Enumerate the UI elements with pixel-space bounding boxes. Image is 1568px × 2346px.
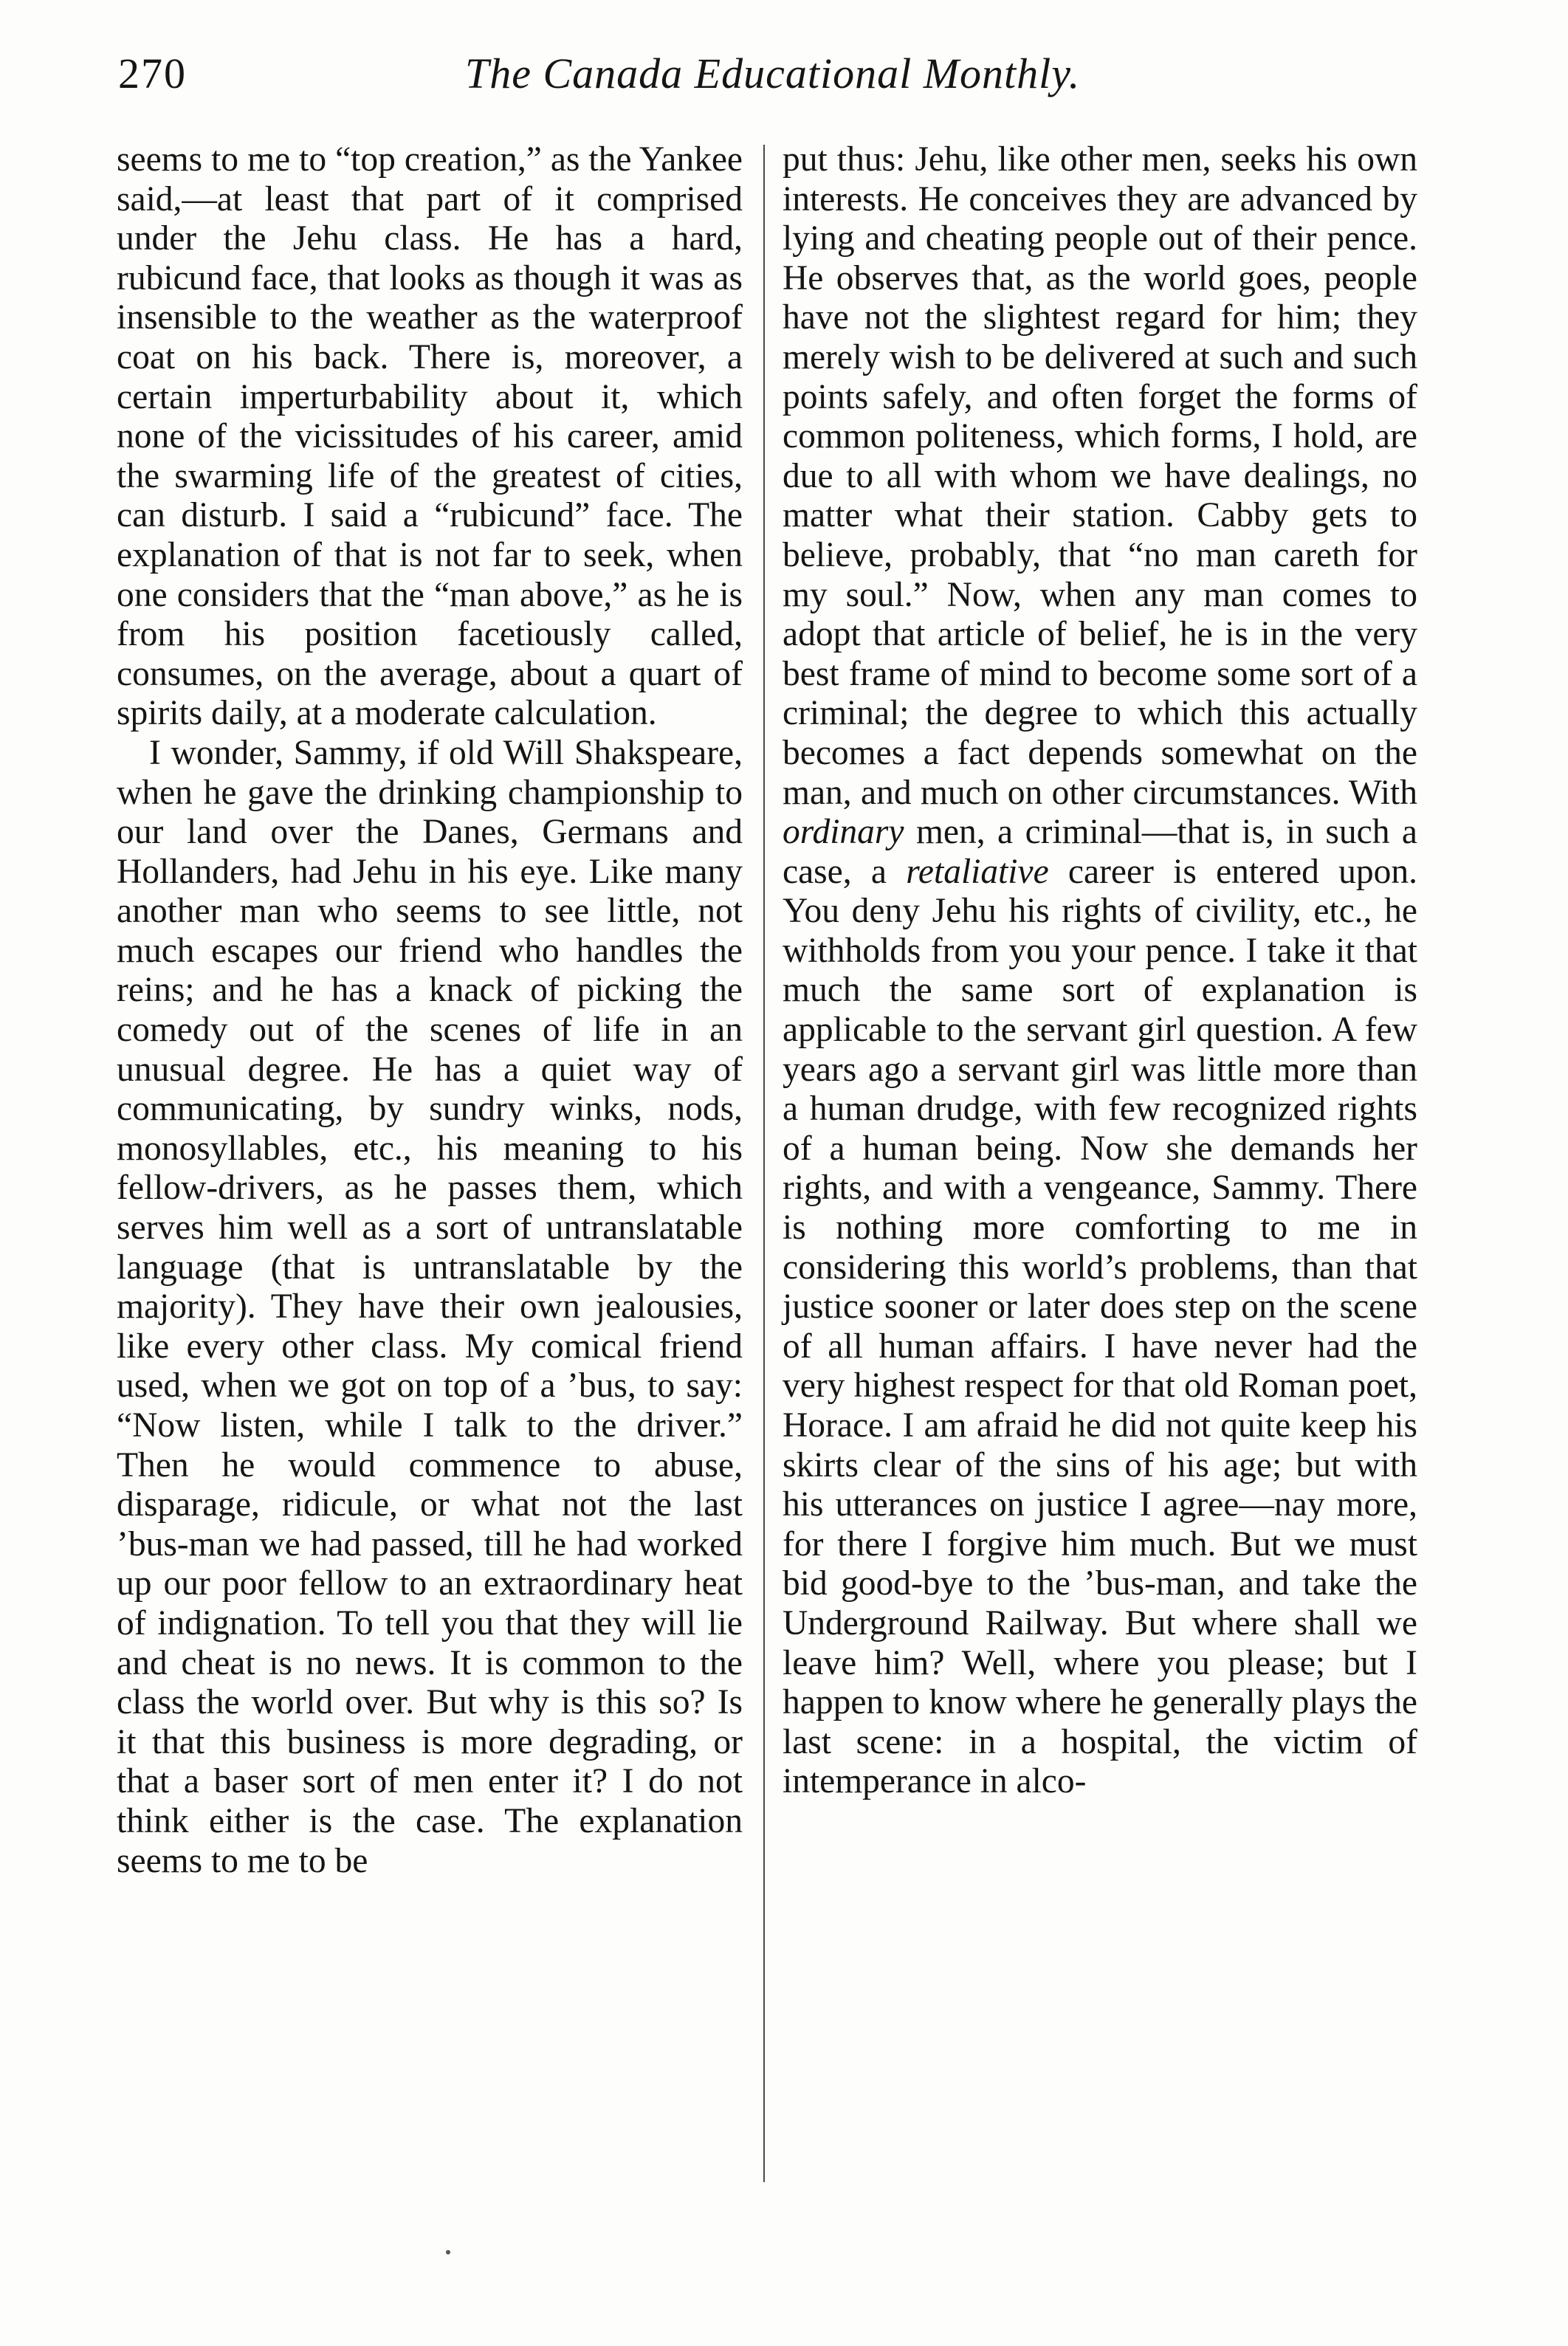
running-title: The Canada Educational Monthly.	[465, 49, 1081, 97]
text-run: career is entered upon. You deny Jehu his rights of civility, etc., he withholds from you your pence. I take it that much the same sort of explanation is applicable to the servant girl question. A few years ago a servant girl was little more than a human drudge, with few recognized rights of a human being. Now she demands her rights, and with a vengeance, Sammy. There is nothing more comforting to me in considering this world’s problems, than that justice sooner or later does step on the scene of all human affairs. I have never had the very highest respect for that old Roman poet, Horace. I am afraid he did not quite keep his skirts clear of the sins of his age; but with his utterances on justice I agree—nay more, for there I forgive him much. But we must bid good-bye to the ’bus-man, and take the Underground Railway. But where shall we leave him? Well, where you please; but I happen to know where he generally plays the last scene: in a hospital, the victim of intemperance in alco-	[783, 852, 1417, 1801]
print-speck	[446, 2250, 450, 2254]
paragraph	[783, 140, 1417, 1802]
paragraph: seems to me to “top creation,” as the Yankee said,—at least that part of it comprised under the Jehu class. He has a hard, rubicund face, that looks as though it was as insensible to the weather as the waterproof coat on his back. There is, moreover, a certain imperturbability about it, which none of the vicissitudes of his career, amid the swarming life of the greatest of cities, can disturb. I said a “rubicund” face. The explanation of that is not far to seek, when one considers that the “man above,” as he is from his position facetiously called, consumes, on the average, about a quart of spirits daily, at a moderate calculation.	[117, 140, 743, 733]
left-column	[117, 140, 743, 1881]
text-run: put thus: Jehu, like other men, seeks his own interests. He conceives they are advanced by lying and cheating people out of their pence. He observes that, as the world goes, people have not the slightest regard for him; they merely wish to be delivered at such and such points safely, and often forget the forms of common politeness, which forms, I hold, are due to all with whom we have dealings, no matter what their station. Cabby gets to believe, probably, that “no man careth for my soul.” Now, when any man comes to adopt that article of belief, he is in the very best frame of mind to become some sort of a criminal; the degree to which this actually becomes a fact depends somewhat on the man, and much on other circumstances. With	[783, 140, 1417, 812]
emphasis-retaliative: retaliative	[906, 852, 1049, 891]
page-number: 270	[118, 49, 187, 97]
right-column	[783, 140, 1417, 1802]
emphasis-ordinary: ordinary	[783, 813, 904, 852]
text-run: men, a criminal—that is, in such a case, a	[783, 813, 1417, 891]
column-divider	[763, 145, 765, 2182]
paragraph: I wonder, Sammy, if old Will Shakspeare, when he gave the drinking championship to our land over the Danes, Germans and Hollanders, had Jehu in his eye. Like many another man who seems to see little, not much escapes our friend who handles the reins; and he has a knack of picking the comedy out of the scenes of life in an unusual degree. He has a quiet way of communicating, by sundry winks, nods, monosyllables, etc., his meaning to his fellow-drivers, as he passes them, which serves him well as a sort of untranslatable language (that is untranslatable by the majority). They have their own jealousies, like every other class. My comical friend used, when we got on top of a ’bus, to say: “Now listen, while I talk to the driver.” Then he would commence to abuse, disparage, ridicule, or what not the last ’bus-man we had passed, till he had worked up our poor fellow to an extraordinary heat of indignation. To tell you that they will lie and cheat is no news. It is common to the class the world over. But why is this so? Is it that this business is more degrading, or that a baser sort of men enter it? I do not think either is the case. The explanation seems to me to be	[117, 733, 743, 1880]
